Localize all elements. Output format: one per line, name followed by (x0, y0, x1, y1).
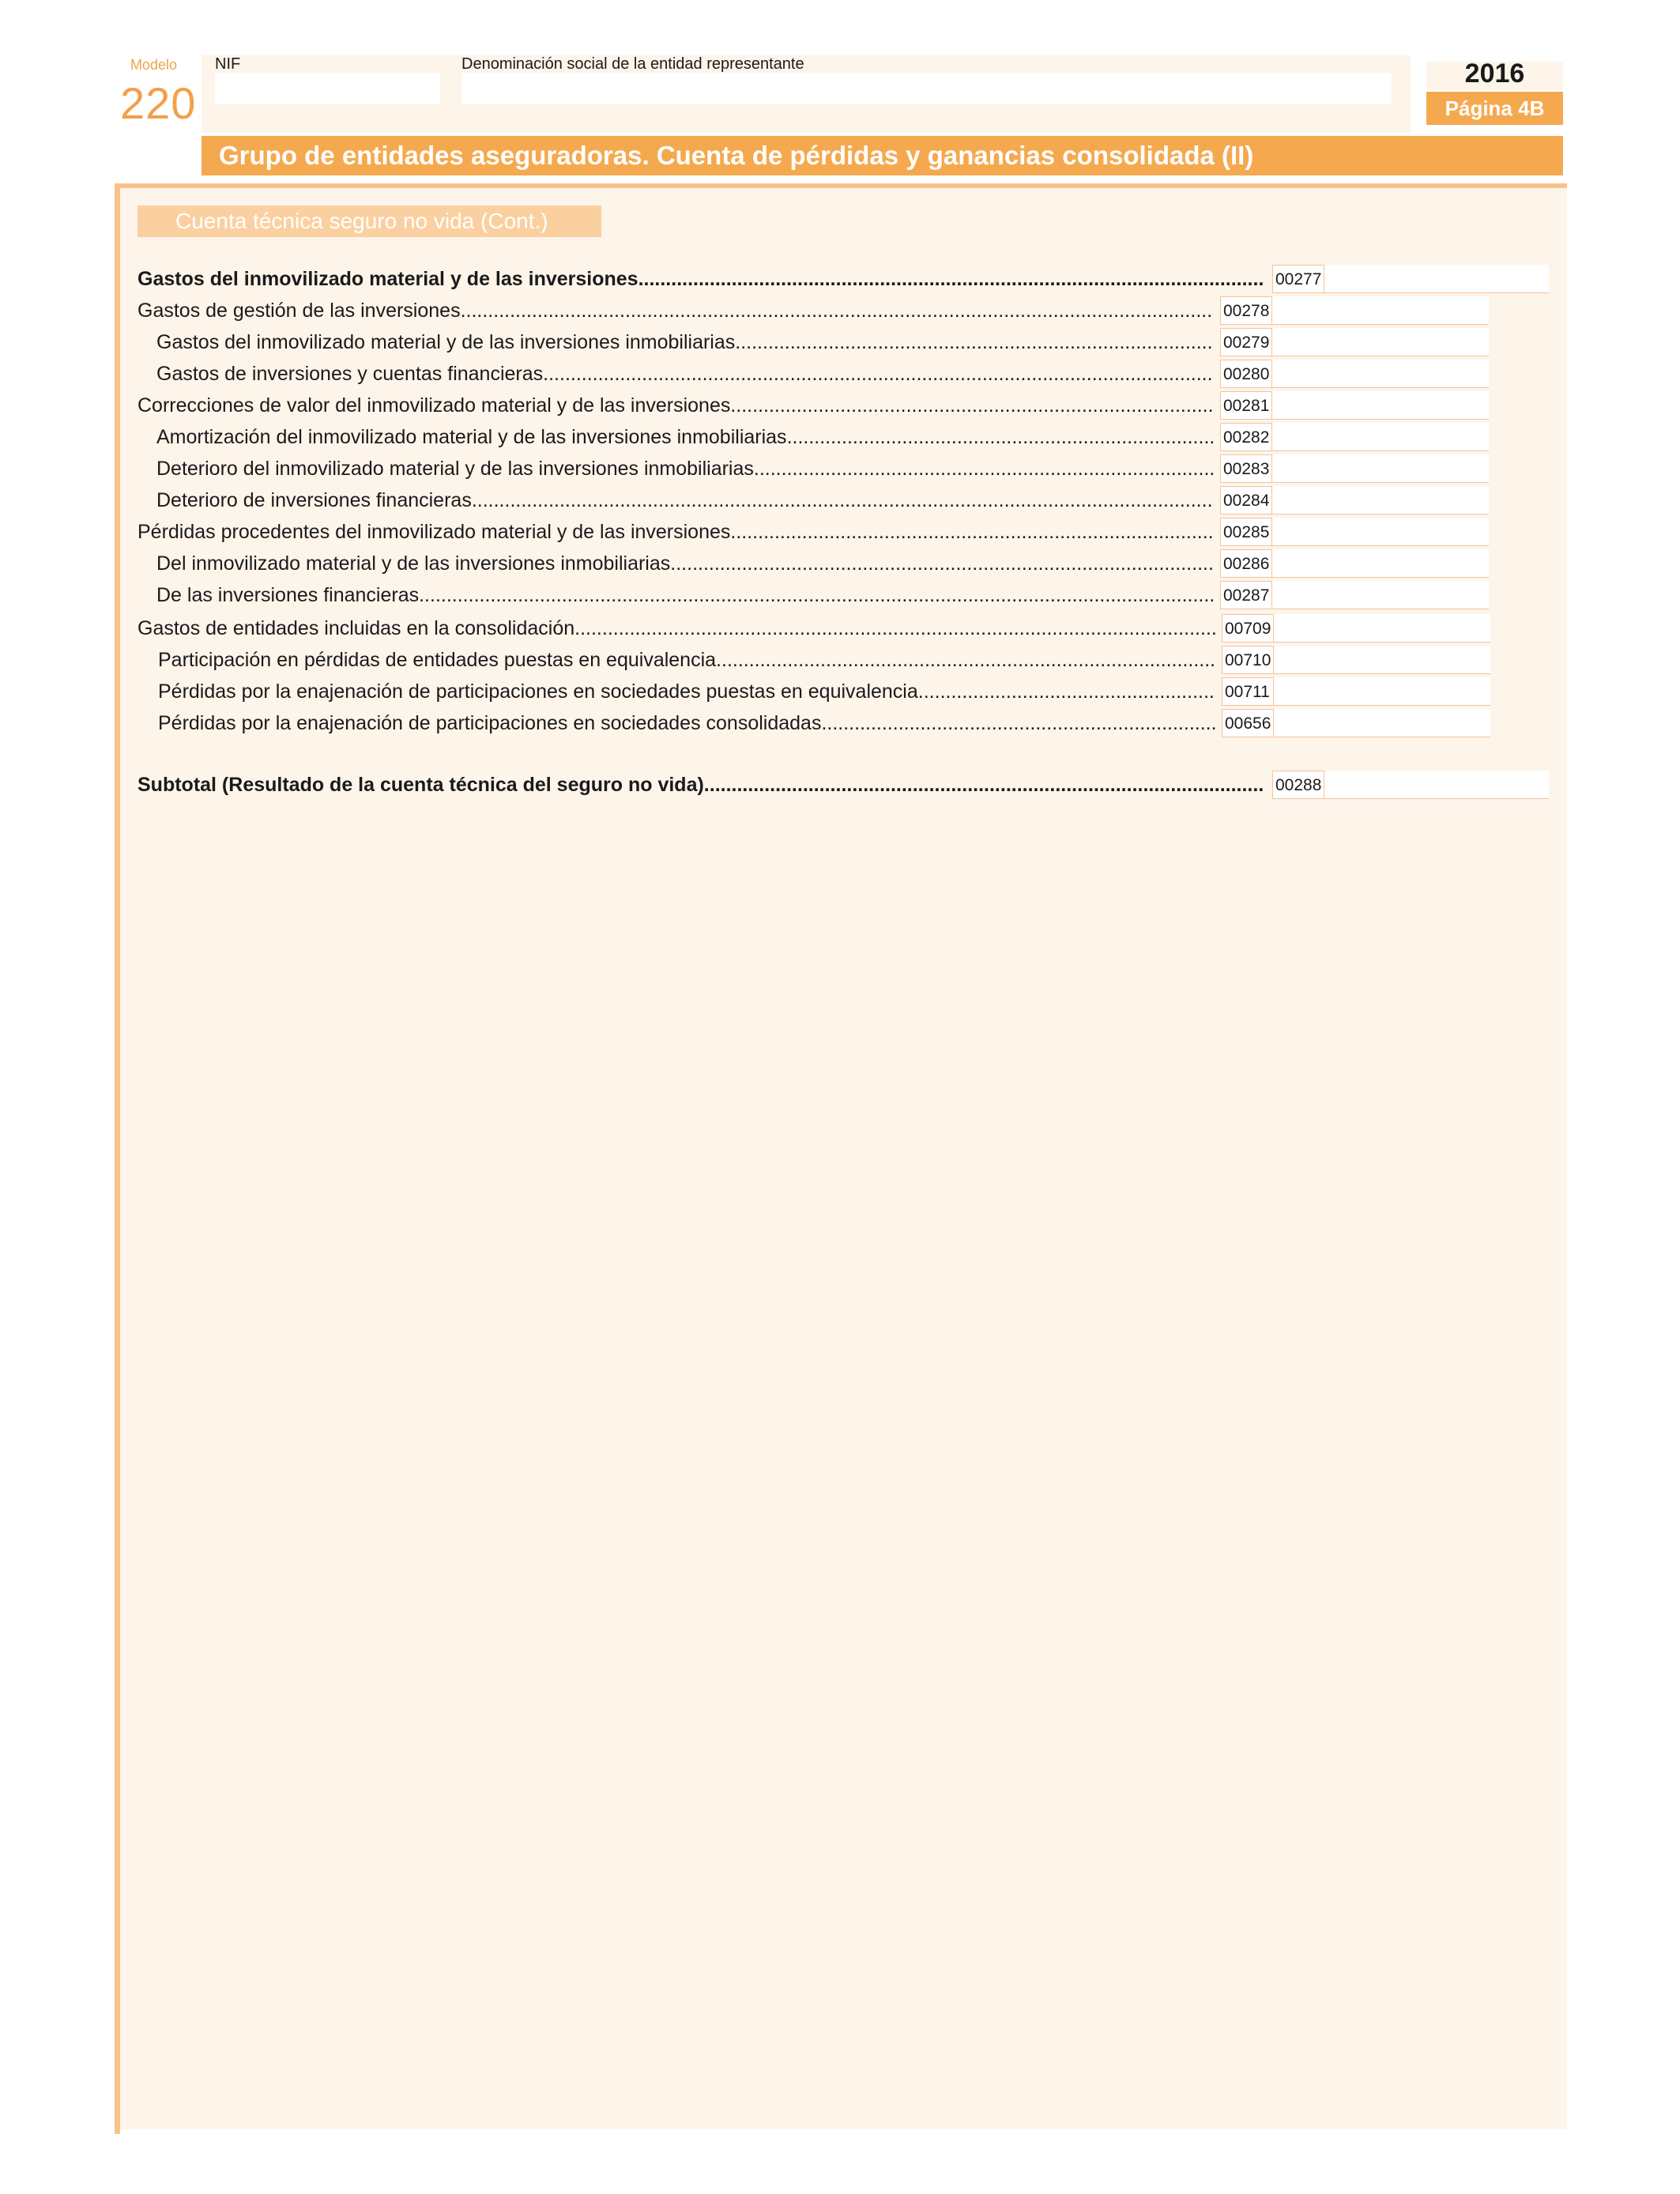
row-code: 00283 (1220, 454, 1272, 483)
row-label: Deterioro del inmovilizado material y de las inversiones inmobiliarias ..... (156, 453, 1214, 484)
row-code: 00711 (1222, 677, 1274, 706)
form-row (137, 453, 1489, 484)
denominacion-label: Denominación social de la entidad representante (461, 55, 804, 73)
row-label: Del inmovilizado material y de las inversiones inmobiliarias ..... (156, 548, 1214, 579)
form-row (137, 295, 1489, 326)
row-label: Subtotal (Resultado de la cuenta técnica del seguro no vida) ..... (137, 769, 1264, 801)
nif-field[interactable] (215, 73, 440, 104)
form-row (137, 579, 1489, 611)
row-value-field[interactable] (1272, 454, 1489, 483)
row-code: 00280 (1220, 360, 1272, 388)
nif-label: NIF (215, 55, 241, 73)
row-label: Gastos del inmovilizado material y de las inversiones ..... (137, 263, 1264, 295)
row-value-field[interactable] (1272, 518, 1489, 546)
row-value-field[interactable] (1272, 391, 1489, 420)
form-row (137, 644, 1490, 676)
section-tab: Cuenta técnica seguro no vida (Cont.) (137, 205, 601, 237)
form-row (137, 358, 1489, 390)
row-value-field[interactable] (1272, 549, 1489, 578)
row-label: Pérdidas por la enajenación de participaciones en sociedades puestas en equivalencia ..... (158, 676, 1215, 707)
denominacion-field[interactable] (461, 73, 1392, 104)
row-value-field[interactable] (1272, 328, 1489, 356)
row-value-field[interactable] (1324, 771, 1549, 799)
row-value-field[interactable] (1272, 423, 1489, 451)
form-row (137, 326, 1489, 358)
form-row (137, 421, 1489, 453)
row-code: 00288 (1272, 771, 1324, 799)
row-label: Pérdidas procedentes del inmovilizado material y de las inversiones ..... (137, 516, 1214, 548)
page-badge: Página 4B (1426, 92, 1563, 125)
left-rule (115, 183, 120, 2134)
row-label: Pérdidas por la enajenación de participaciones en sociedades consolidadas ..... (158, 707, 1215, 739)
row-label: Gastos de gestión de las inversiones ..... (137, 295, 1214, 326)
row-value-field[interactable] (1274, 614, 1490, 643)
row-code: 00285 (1220, 518, 1272, 546)
row-value-field[interactable] (1272, 360, 1489, 388)
form-row (137, 263, 1549, 295)
year: 2016 (1464, 58, 1525, 89)
row-label: Correcciones de valor del inmovilizado material y de las inversiones ..... (137, 390, 1214, 421)
form-row (137, 707, 1490, 739)
row-code: 00286 (1220, 549, 1272, 578)
row-code: 00279 (1220, 328, 1272, 356)
row-label: Participación en pérdidas de entidades puestas en equivalencia ..... (158, 644, 1215, 676)
row-code: 00281 (1220, 391, 1272, 420)
modelo-label: Modelo (130, 57, 178, 73)
row-label: De las inversiones financieras ..... (156, 579, 1214, 611)
modelo-number: 220 (120, 78, 197, 128)
row-value-field[interactable] (1272, 486, 1489, 515)
form-row (137, 548, 1489, 579)
row-value-field[interactable] (1274, 709, 1490, 737)
row-value-field[interactable] (1274, 677, 1490, 706)
row-label: Deterioro de inversiones financieras ..... (156, 484, 1214, 516)
row-value-field[interactable] (1272, 296, 1489, 325)
form-row (137, 516, 1489, 548)
form-row (137, 613, 1490, 644)
top-rule (115, 183, 1567, 188)
row-code: 00709 (1222, 614, 1274, 643)
row-label: Amortización del inmovilizado material y de las inversiones inmobiliarias ..... (156, 421, 1214, 453)
form-row (137, 390, 1489, 421)
row-code: 00278 (1220, 296, 1272, 325)
row-code: 00282 (1220, 423, 1272, 451)
row-code: 00284 (1220, 486, 1272, 515)
row-label: Gastos de entidades incluidas en la consolidación ..... (137, 613, 1215, 644)
row-code: 00656 (1222, 709, 1274, 737)
row-code: 00710 (1222, 646, 1274, 674)
row-value-field[interactable] (1324, 265, 1549, 293)
form-row (137, 676, 1490, 707)
row-label: Gastos de inversiones y cuentas financieras ..... (156, 358, 1214, 390)
row-code: 00277 (1272, 265, 1324, 293)
row-label: Gastos del inmovilizado material y de las inversiones inmobiliarias ..... (156, 326, 1214, 358)
row-value-field[interactable] (1274, 646, 1490, 674)
row-code: 00287 (1220, 581, 1272, 609)
subtotal-row (137, 769, 1549, 801)
form-title: Grupo de entidades aseguradoras. Cuenta de pérdidas y ganancias consolidada (II) (202, 136, 1563, 175)
form-row (137, 484, 1489, 516)
row-value-field[interactable] (1272, 581, 1489, 609)
